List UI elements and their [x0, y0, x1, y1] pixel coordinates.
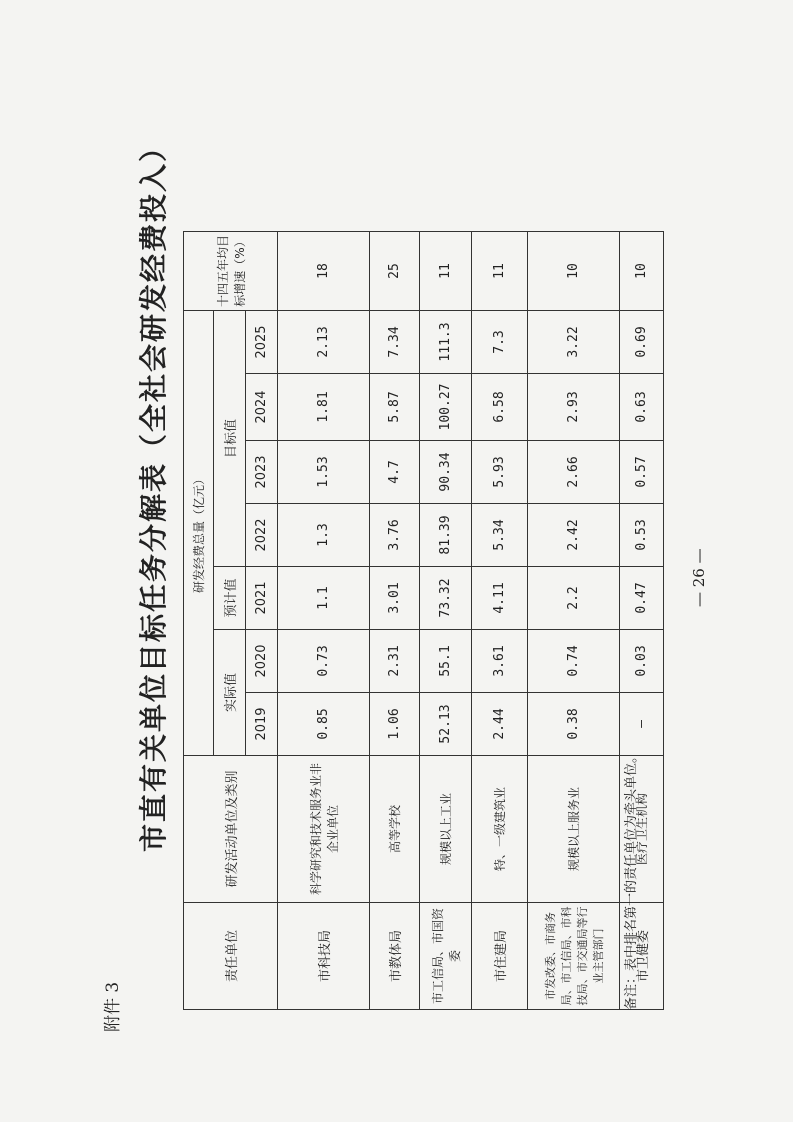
cell-value: 55.1 — [420, 630, 472, 693]
header-growth: 十四五年均目标增速（%） — [184, 232, 278, 311]
cell-unit: 市科技局 — [278, 903, 370, 1010]
cell-growth: 25 — [370, 232, 420, 311]
cell-value: 0.63 — [620, 374, 664, 441]
table-row — [472, 232, 528, 1010]
cell-unit: 市发改委、市商务局、市工信局、市科技局、市交通局等行业主管部门 — [528, 903, 620, 1010]
cell-value: 81.39 — [420, 504, 472, 567]
cell-value: 2.2 — [528, 567, 620, 630]
table-row — [370, 232, 420, 1010]
cell-value: 4.7 — [370, 441, 420, 504]
cell-value: 0.73 — [278, 630, 370, 693]
cell-value: 7.3 — [472, 311, 528, 374]
cell-value: 0.57 — [620, 441, 664, 504]
cell-value: 6.58 — [472, 374, 528, 441]
cell-value: 5.87 — [370, 374, 420, 441]
header-category: 研发活动单位及类别 — [184, 756, 278, 903]
target-table — [183, 231, 664, 1010]
cell-value: 5.34 — [472, 504, 528, 567]
cell-unit: 市卫健委 — [620, 903, 664, 1010]
cell-growth: 11 — [472, 232, 528, 311]
cell-value: 52.13 — [420, 693, 472, 756]
cell-value: 90.34 — [420, 441, 472, 504]
cell-value: 2.44 — [472, 693, 528, 756]
cell-value: 2.13 — [278, 311, 370, 374]
cell-value: 1.3 — [278, 504, 370, 567]
header-year: 2022 — [246, 504, 278, 567]
table-row — [278, 232, 370, 1010]
header-year: 2019 — [246, 693, 278, 756]
cell-value: 1.81 — [278, 374, 370, 441]
cell-value: 73.32 — [420, 567, 472, 630]
cell-category: 医疗卫生机构 — [620, 756, 664, 903]
cell-value: 2.93 — [528, 374, 620, 441]
cell-value: 3.01 — [370, 567, 420, 630]
table-row — [528, 232, 620, 1010]
table-row — [420, 232, 472, 1010]
header-actual: 实际值 — [214, 630, 246, 756]
header-year: 2024 — [246, 374, 278, 441]
cell-value: 1.53 — [278, 441, 370, 504]
cell-growth: 10 — [528, 232, 620, 311]
cell-category: 高等学校 — [370, 756, 420, 903]
cell-value: 0.74 — [528, 630, 620, 693]
header-estimate: 预计值 — [214, 567, 246, 630]
cell-unit: 市住建局 — [472, 903, 528, 1010]
cell-value: 0.47 — [620, 567, 664, 630]
cell-value: 4.11 — [472, 567, 528, 630]
page-title: 市直有关单位目标任务分解表（全社会研发经费投入） — [137, 131, 170, 852]
header-year: 2021 — [246, 567, 278, 630]
page-number: — 26 — — [690, 548, 708, 607]
cell-unit: 市工信局、市国资委 — [420, 903, 472, 1010]
cell-value: 1.06 — [370, 693, 420, 756]
cell-category: 规模以上工业 — [420, 756, 472, 903]
cell-value: 0.85 — [278, 693, 370, 756]
header-total: 研发经费总量（亿元） — [184, 311, 214, 756]
cell-growth: 11 — [420, 232, 472, 311]
cell-category: 特、一级建筑业 — [472, 756, 528, 903]
cell-value: 7.34 — [370, 311, 420, 374]
cell-growth: 10 — [620, 232, 664, 311]
appendix-label: 附件 3 — [103, 981, 123, 1032]
header-unit: 责任单位 — [184, 903, 278, 1010]
cell-value: 5.93 — [472, 441, 528, 504]
cell-value: 3.76 — [370, 504, 420, 567]
cell-value: 0.53 — [620, 504, 664, 567]
cell-value: 111.3 — [420, 311, 472, 374]
cell-value: 1.1 — [278, 567, 370, 630]
cell-category: 科学研究和技术服务业非企业单位 — [278, 756, 370, 903]
header-year: 2023 — [246, 441, 278, 504]
cell-value: 3.22 — [528, 311, 620, 374]
header-year: 2020 — [246, 630, 278, 693]
cell-growth: 18 — [278, 232, 370, 311]
cell-unit: 市教体局 — [370, 903, 420, 1010]
cell-value: 0.69 — [620, 311, 664, 374]
cell-category: 规模以上服务业 — [528, 756, 620, 903]
cell-value: 100.27 — [420, 374, 472, 441]
footnote: 备注：表中排名第一的责任单位为牵头单位。 — [624, 749, 639, 1010]
cell-value: 2.66 — [528, 441, 620, 504]
header-target: 目标值 — [214, 311, 246, 567]
cell-value: 2.42 — [528, 504, 620, 567]
cell-value: 2.31 — [370, 630, 420, 693]
header-year: 2025 — [246, 311, 278, 374]
cell-value: 0.03 — [620, 630, 664, 693]
cell-value: 0.38 — [528, 693, 620, 756]
cell-value: 3.61 — [472, 630, 528, 693]
cell-value: — — [620, 693, 664, 756]
